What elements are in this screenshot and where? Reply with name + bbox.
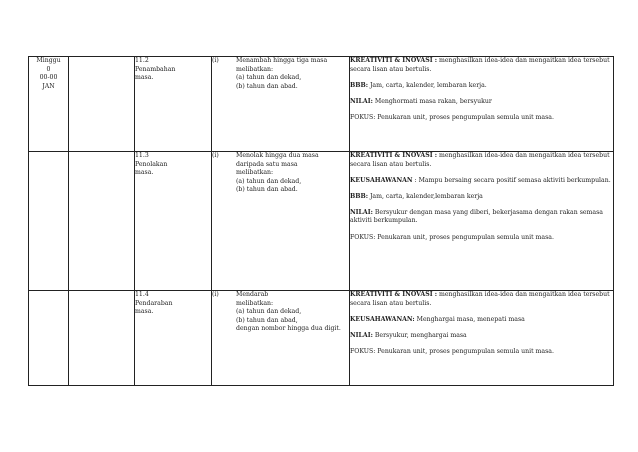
lesson-plan-table (28, 56, 614, 386)
note-text: menghasilkan idea-idea dan mengaitkan idea tersebut secara lisan atau bertulis. (350, 291, 610, 307)
note-paragraph (350, 291, 613, 308)
note-paragraph (350, 57, 613, 74)
empty-cell (69, 152, 135, 291)
note-text: : Mampu bersaing secara positif semasa aktiviti berkumpulan. (412, 176, 611, 184)
objective-number: (i) (212, 152, 219, 159)
note-paragraph (350, 209, 613, 226)
note-text: Jam, carta, kalender,lembaran kerja (367, 192, 483, 200)
learning-objective-cell (212, 152, 350, 291)
note-paragraph (350, 177, 613, 186)
objective-line: Menolak hingga dua masa (236, 152, 319, 159)
table-row (29, 291, 614, 386)
objective-line: (a) tahun dan dekad, (236, 177, 302, 185)
objective-line: (a) tahun dan dekad, (236, 308, 302, 316)
content-standard-cell (135, 291, 212, 386)
note-label: KEUSAHAWANAN: (350, 315, 415, 323)
learning-objective-cell (212, 291, 350, 386)
standard-line: Pendaraban (135, 299, 173, 307)
note-text: menghasilkan idea-idea dan mengaitkan idea tersebut secara lisan atau bertulis. (350, 57, 610, 73)
objective-line: Mendarab (236, 291, 269, 298)
note-label: BBB: (350, 81, 368, 89)
table-row (29, 152, 614, 291)
note-paragraph (350, 98, 613, 107)
note-text: Menghormati masa rakan, bersyukur (372, 97, 492, 105)
standard-line: masa. (135, 308, 154, 316)
note-label: KREATIVITI & INOVASI : (350, 57, 438, 64)
week-cell (29, 57, 69, 152)
standard-line: 11.4 (135, 291, 149, 298)
note-label: NILAI: (350, 97, 373, 105)
note-label: KREATIVITI & INOVASI : (350, 152, 438, 159)
empty-cell (69, 57, 135, 152)
objective-line: (b) tahun dan abad, (236, 316, 298, 324)
table-row (29, 57, 614, 152)
objective-number: (i) (212, 57, 219, 64)
objective-line: (a) tahun dan dekad, (236, 74, 302, 82)
content-standard-cell (135, 152, 212, 291)
note-text: Menghargai masa, menepati masa (414, 315, 525, 323)
standard-line: Penambahan (135, 65, 176, 73)
week-line: 0 (46, 65, 51, 73)
week-line: Minggu (36, 57, 61, 64)
week-cell (29, 152, 69, 291)
note-paragraph (350, 234, 613, 243)
objective-line: melibatkan: (236, 169, 274, 177)
note-text: menghasilkan idea-idea dan mengaitkan idea tersebut secara lisan atau bertulis. (350, 152, 610, 168)
note-label: NILAI: (350, 208, 373, 216)
notes-cell (350, 57, 614, 152)
note-paragraph (350, 152, 613, 169)
learning-objective-cell (212, 57, 350, 152)
note-paragraph (350, 348, 613, 357)
note-text: Bersyukur dengan masa yang diberi, bekerjasama dengan rakan semasa aktiviti berkumpulan. (350, 208, 603, 225)
objective-line: Menambah hingga tiga masa (236, 57, 328, 64)
note-paragraph (350, 316, 613, 325)
note-paragraph (350, 332, 613, 341)
week-cell (29, 291, 69, 386)
note-text: FOKUS: Penukaran unit, proses pengumpulan semula unit masa. (350, 113, 554, 121)
note-text: FOKUS: Penukaran unit, proses pengumpulan semula unit masa. (350, 233, 554, 241)
notes-cell (350, 291, 614, 386)
objective-line: daripada satu masa (236, 160, 298, 168)
note-label: KREATIVITI & INOVASI : (350, 291, 438, 298)
standard-line: Penolakan (135, 160, 168, 168)
standard-line: 11.2 (135, 57, 149, 64)
objective-line: melibatkan: (236, 65, 274, 73)
note-label: BBB: (350, 192, 368, 200)
objective-number: (i) (212, 291, 219, 298)
note-text: FOKUS: Penukaran unit, proses pengumpulan semula unit masa. (350, 347, 554, 355)
standard-line: masa. (135, 169, 154, 177)
note-text: Jam, carta, kalender, lembaran kerja. (367, 81, 487, 89)
week-line: JAN (42, 82, 55, 90)
note-paragraph (350, 193, 613, 202)
empty-cell (69, 291, 135, 386)
note-label: NILAI: (350, 331, 373, 339)
standard-line: masa. (135, 74, 154, 82)
note-label: KEUSAHAWANAN (350, 176, 413, 184)
standard-line: 11.3 (135, 152, 149, 159)
objective-line: (b) tahun dan abad. (236, 82, 298, 90)
note-text: Bersyukur, menghargai masa (372, 331, 467, 339)
objective-line: (b) tahun dan abad. (236, 186, 298, 194)
objective-line: dengan nombor hingga dua digit. (236, 325, 341, 333)
notes-cell (350, 152, 614, 291)
week-line: 00-00 (39, 74, 58, 82)
note-paragraph (350, 114, 613, 123)
objective-line: melibatkan: (236, 299, 274, 307)
note-paragraph (350, 82, 613, 91)
content-standard-cell (135, 57, 212, 152)
